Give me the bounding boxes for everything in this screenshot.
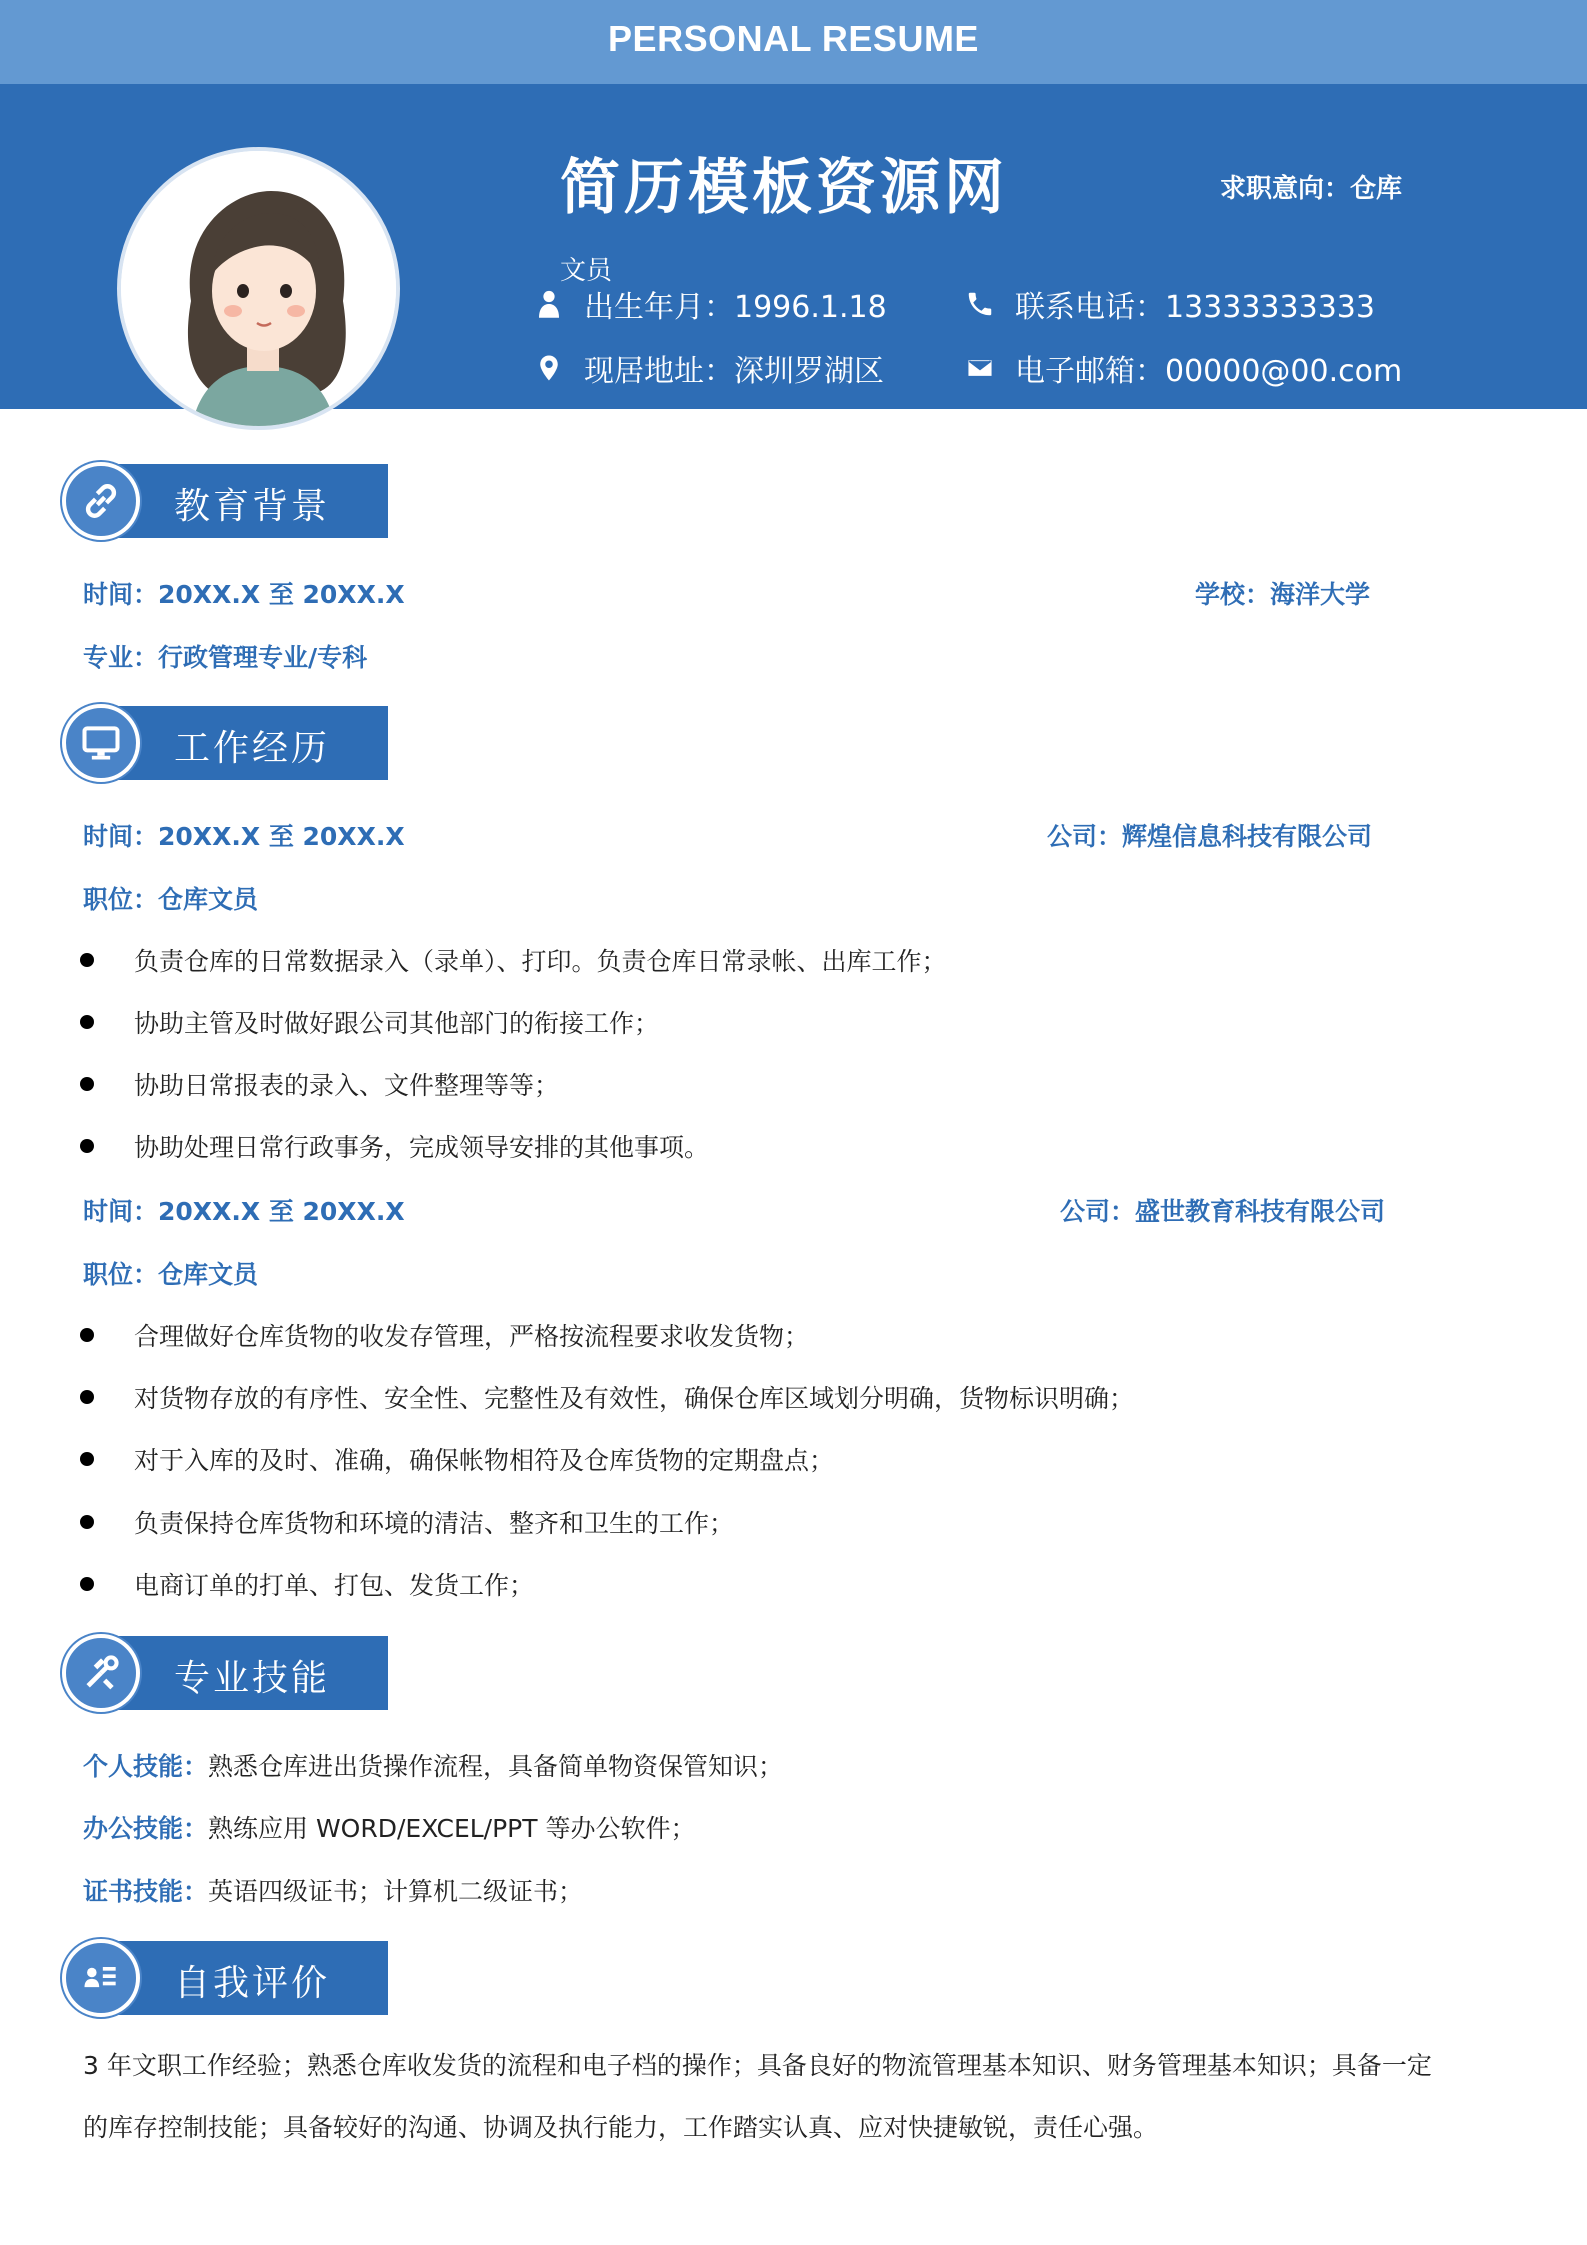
work-2-duty: 对于入库的及时、准确，确保帐物相符及仓库货物的定期盘点；: [80, 1441, 834, 1477]
work-2-duty: 对货物存放的有序性、安全性、完整性及有效性，确保仓库区域划分明确，货物标识明确；: [80, 1379, 1134, 1415]
birth-text: 出生年月：1996.1.18: [584, 290, 887, 325]
banner-title: PERSONAL RESUME: [608, 18, 979, 59]
location-pin-icon: [532, 351, 566, 385]
work-2-duty: 合理做好仓库货物的收发存管理，严格按流程要求收发货物；: [80, 1317, 809, 1353]
work-2-time: 时间：20XX.X 至 20XX.X: [83, 1197, 405, 1226]
work-1-position: 职位：仓库文员: [83, 885, 259, 914]
work-1-duty: 协助处理日常行政事务，完成领导安排的其他事项。: [80, 1128, 709, 1164]
monitor-icon: [62, 704, 140, 782]
skill-certificate: 证书技能：英语四级证书；计算机二级证书；: [83, 1877, 584, 1906]
address-info: [532, 346, 884, 390]
skill-personal: 个人技能：熟悉仓库进出货操作流程，具备简单物资保管知识；: [83, 1752, 784, 1781]
link-icon: [62, 462, 140, 540]
job-intent: 求职意向：仓库: [1220, 174, 1403, 204]
avatar-illustration: [121, 151, 400, 430]
job-intent-continued: 文员: [560, 256, 613, 286]
email-info: [963, 346, 1402, 390]
self-evaluation-text: [83, 2035, 1533, 2159]
work-1-time: 时间：20XX.X 至 20XX.X: [83, 822, 405, 851]
avatar: [117, 147, 400, 430]
education-time: 时间：20XX.X 至 20XX.X: [83, 580, 405, 609]
work-1-company: 公司：辉煌信息科技有限公司: [1047, 822, 1373, 851]
section-header-skills: [62, 1634, 388, 1712]
section-title-work: 工作经历: [174, 728, 331, 769]
education-major: 专业：行政管理专业/专科: [83, 643, 368, 672]
section-header-education: [62, 462, 388, 540]
section-title-education: 教育背景: [174, 486, 331, 527]
self-evaluation-line: 的库存控制技能；具备较好的沟通、协调及执行能力，工作踏实认真、应对快捷敏锐，责任心强。: [83, 2113, 1159, 2142]
email-text: 电子邮箱：00000@00.com: [1015, 354, 1403, 389]
skill-office: 办公技能：熟练应用 WORD/EXCEL/PPT 等办公软件；: [83, 1814, 696, 1843]
phone-icon: [963, 287, 997, 321]
section-header-work: [62, 704, 388, 782]
profile-card-icon: [62, 1939, 140, 2017]
birth-info: [532, 282, 887, 326]
work-2-company: 公司：盛世教育科技有限公司: [1060, 1197, 1386, 1226]
candidate-name: 简历模板资源网: [560, 153, 1008, 223]
mail-icon: [963, 351, 997, 385]
phone-info: [963, 282, 1375, 326]
work-1-duty: 协助主管及时做好跟公司其他部门的衔接工作；: [80, 1004, 659, 1040]
work-2-duty: 负责保持仓库货物和环境的清洁、整齐和卫生的工作；: [80, 1504, 734, 1540]
section-title-self-evaluation: 自我评价: [174, 1963, 331, 2004]
education-school: 学校：海洋大学: [1195, 580, 1371, 609]
address-text: 现居地址：深圳罗湖区: [584, 354, 884, 389]
work-1-duty: 负责仓库的日常数据录入（录单）、打印。负责仓库日常录帐、出库工作；: [80, 942, 947, 978]
work-2-position: 职位：仓库文员: [83, 1260, 259, 1289]
self-evaluation-line: 3 年文职工作经验；熟悉仓库收发货的流程和电子档的操作；具备良好的物流管理基本知识、财务管理基本知识；具备一定: [83, 2051, 1432, 2080]
person-icon: [532, 287, 566, 321]
section-header-self-evaluation: [62, 1939, 388, 2017]
tools-icon: [62, 1634, 140, 1712]
work-2-duty: 电商订单的打单、打包、发货工作；: [80, 1566, 534, 1602]
section-title-skills: 专业技能: [174, 1658, 331, 1699]
phone-text: 联系电话：13333333333: [1015, 290, 1375, 325]
top-banner: [0, 0, 1587, 84]
work-1-duty: 协助日常报表的录入、文件整理等等；: [80, 1066, 559, 1102]
